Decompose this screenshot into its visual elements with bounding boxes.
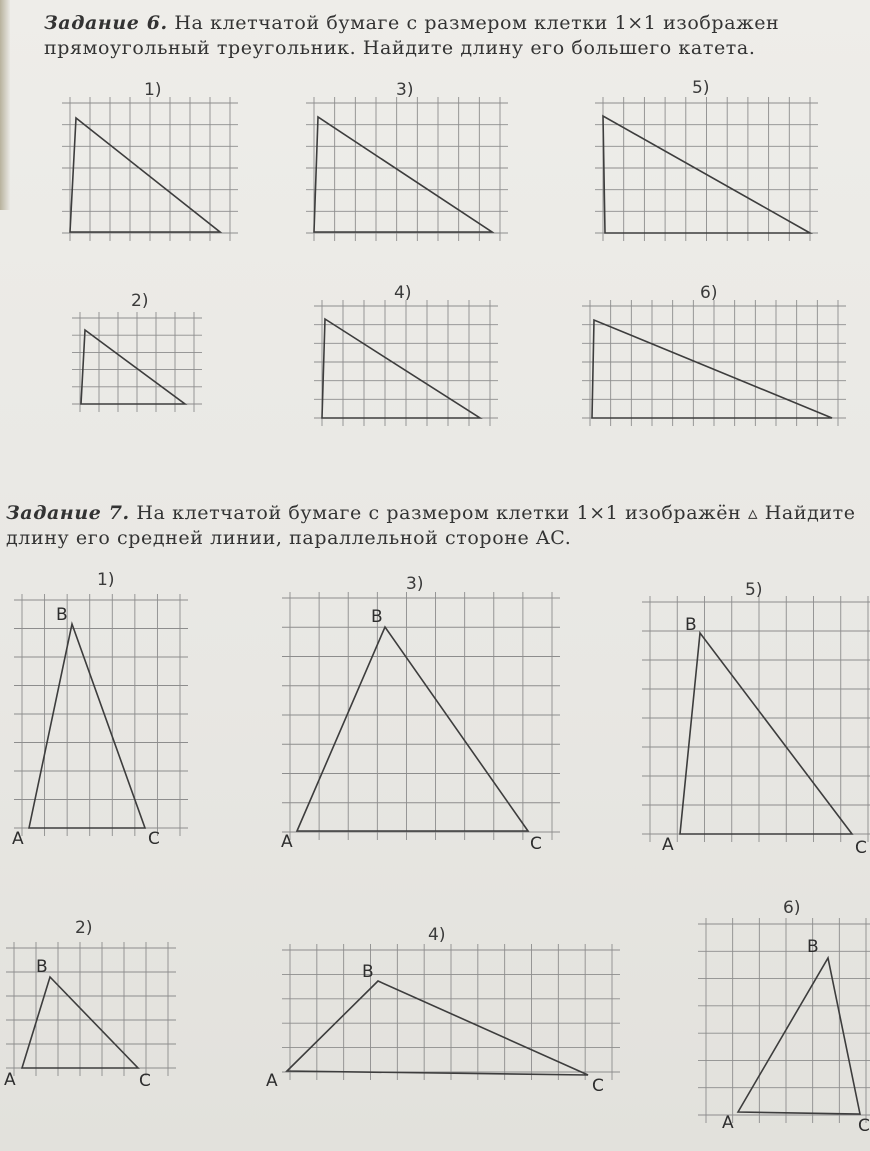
task6-heading: Задание 6. <box>44 12 168 34</box>
grid-lines <box>62 97 238 241</box>
t7f1-vertex-c: C <box>148 829 160 849</box>
t7f4-vertex-a: A <box>266 1071 278 1091</box>
triangle <box>81 330 185 404</box>
task7-label-5: 5) <box>745 580 763 600</box>
task7-heading: Задание 7. <box>6 502 130 524</box>
task7-figure-3 <box>282 592 560 840</box>
triangle <box>29 624 145 828</box>
t7f2-vertex-a: A <box>4 1070 16 1090</box>
triangle <box>592 320 832 418</box>
task6-figure-1 <box>62 97 238 241</box>
triangle <box>322 319 480 418</box>
grid-lines <box>72 312 202 412</box>
t7f2-vertex-b: B <box>36 957 48 977</box>
t7f1-vertex-b: B <box>56 605 68 625</box>
task7-figure-5 <box>642 596 870 842</box>
triangle <box>738 958 860 1114</box>
triangle <box>287 981 588 1075</box>
t7f4-vertex-c: C <box>592 1076 604 1096</box>
task7-figure-4 <box>282 944 620 1080</box>
task7-label-2: 2) <box>75 918 93 938</box>
task6-label-6: 6) <box>700 283 718 303</box>
task6-figure-5 <box>595 97 818 241</box>
t7f3-vertex-c: C <box>530 834 542 854</box>
task7-statement <box>6 501 866 551</box>
grid-lines <box>14 594 188 836</box>
t7f6-vertex-c: C <box>858 1116 870 1136</box>
task6-label-3: 3) <box>396 80 414 100</box>
task6-figure-2 <box>72 312 202 412</box>
t7f4-vertex-b: B <box>362 962 374 982</box>
task7-label-1: 1) <box>97 570 115 590</box>
task6-label-2: 2) <box>131 291 149 311</box>
task6-figure-6 <box>582 300 846 426</box>
t7f1-vertex-a: A <box>12 829 24 849</box>
task7-figure-6 <box>698 918 870 1123</box>
grid-lines <box>306 97 508 241</box>
grid-lines <box>282 944 620 1080</box>
task7-figure-1 <box>14 594 188 836</box>
t7f3-vertex-b: B <box>371 607 383 627</box>
t7f6-vertex-b: B <box>807 937 819 957</box>
task6-figure-4 <box>314 300 498 426</box>
triangle <box>314 117 492 232</box>
t7f5-vertex-c: C <box>855 838 867 858</box>
task7-label-6: 6) <box>783 898 801 918</box>
task7-text: На клетчатой бумаге с размером клетки 1×1 изображён ▵ Найдите длину его средней линии, параллельной стороне AC. <box>6 502 856 549</box>
grid-lines <box>698 918 870 1123</box>
t7f3-vertex-a: A <box>281 832 293 852</box>
task7-figure-2 <box>6 942 176 1076</box>
t7f6-vertex-a: A <box>722 1113 734 1133</box>
task6-label-4: 4) <box>394 283 412 303</box>
grid-lines <box>642 596 870 842</box>
task7-label-3: 3) <box>406 574 424 594</box>
task6-text: На клетчатой бумаге с размером клетки 1×1 изображен прямоугольный треугольник. Найдите длину его большего катета. <box>44 12 780 59</box>
triangle <box>680 633 852 834</box>
t7f5-vertex-a: A <box>662 835 674 855</box>
task6-figure-3 <box>306 97 508 241</box>
triangle <box>70 118 220 232</box>
task7-label-4: 4) <box>428 925 446 945</box>
t7f2-vertex-c: C <box>139 1071 151 1091</box>
grid-lines <box>314 300 498 426</box>
task6-label-5: 5) <box>692 78 710 98</box>
task6-label-1: 1) <box>144 80 162 100</box>
grid-lines <box>282 592 560 840</box>
grid-lines <box>6 942 176 1076</box>
t7f5-vertex-b: B <box>685 615 697 635</box>
